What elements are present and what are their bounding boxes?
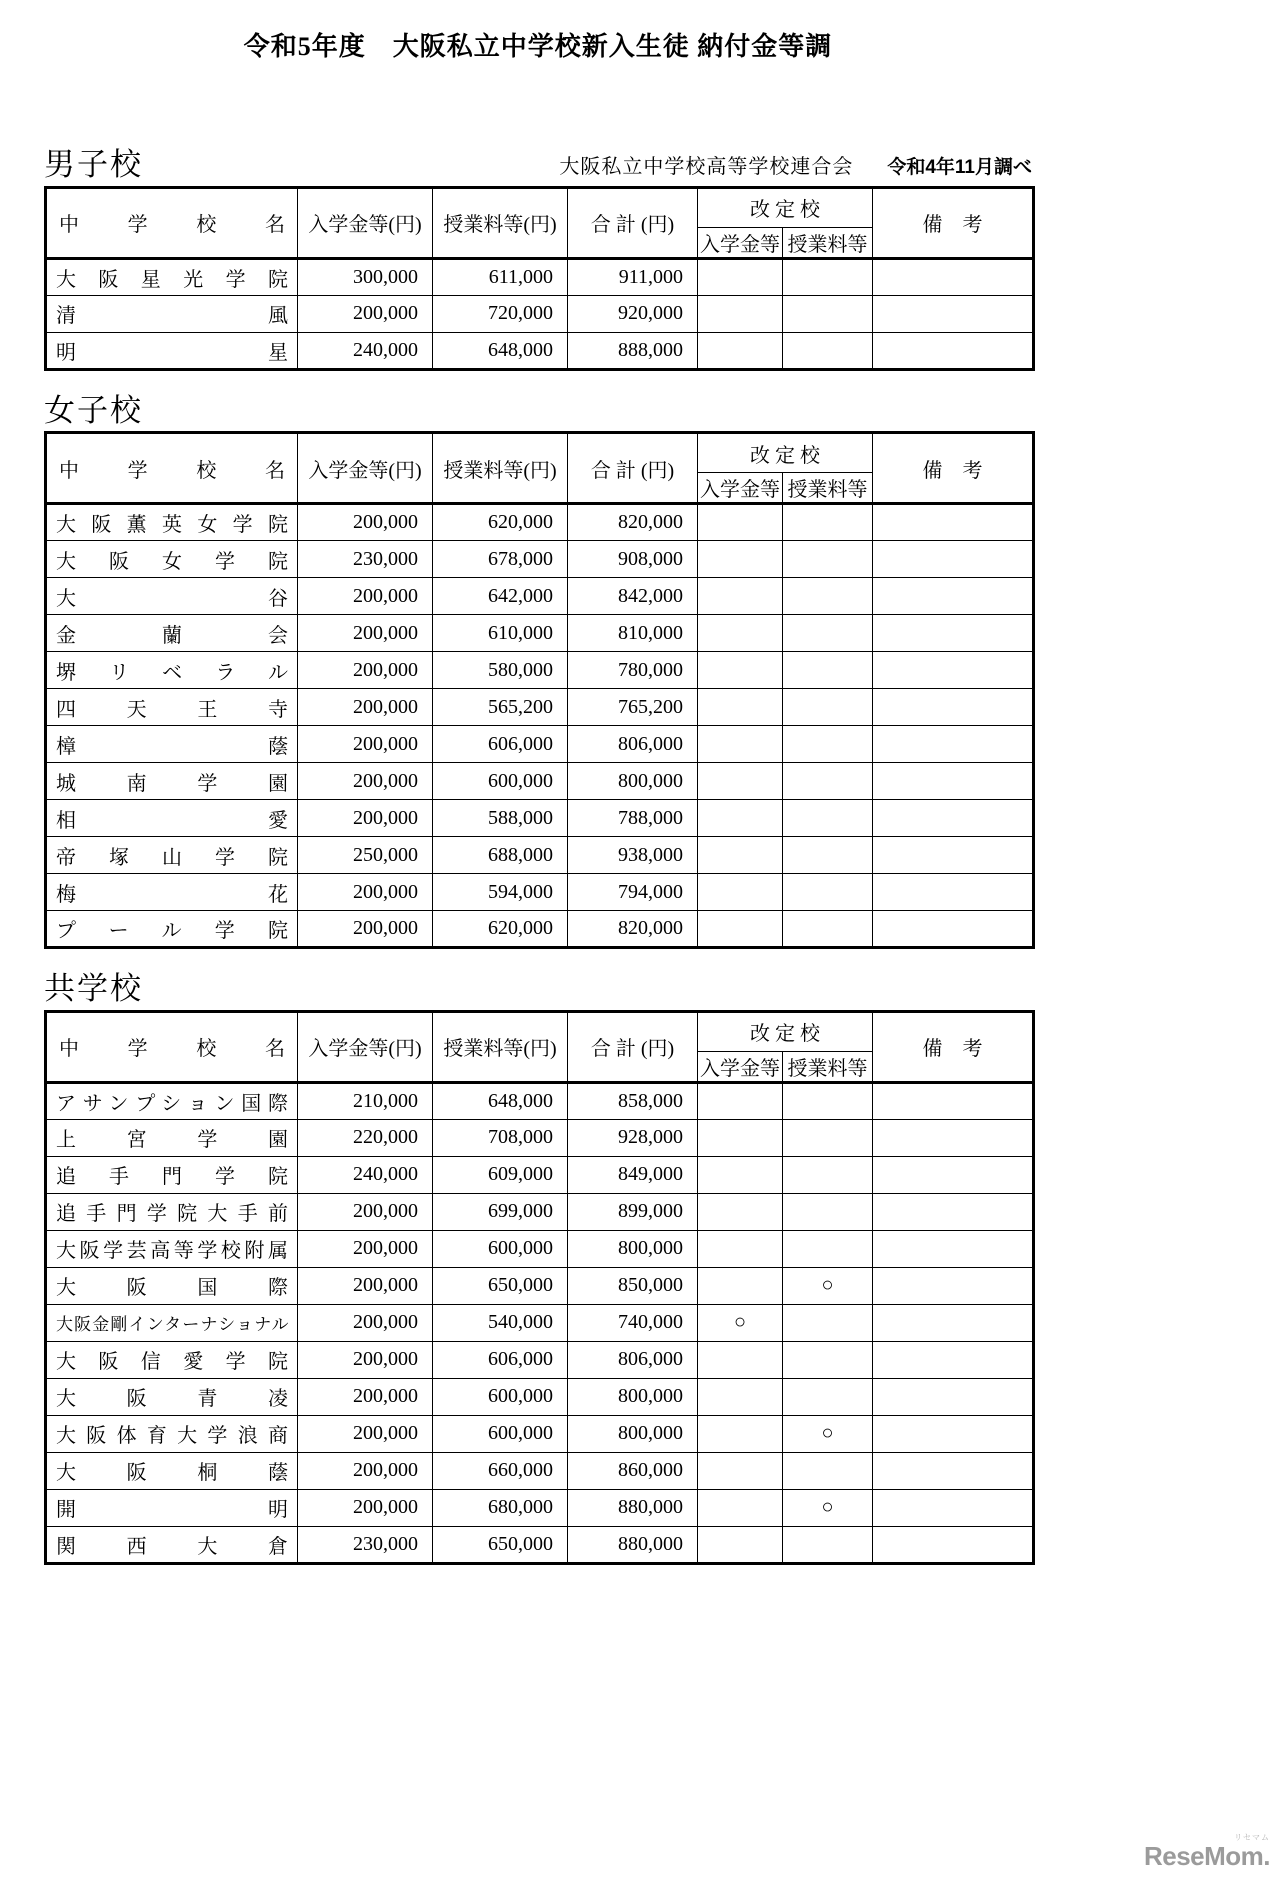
total-fee: 920,000 (568, 295, 698, 332)
revision-tuition-mark (783, 1193, 873, 1230)
remarks (873, 295, 1034, 332)
school-name: 追手門学院 (46, 1156, 298, 1193)
tuition-fee: 650,000 (433, 1526, 568, 1563)
tuition-fee: 594,000 (433, 874, 568, 911)
col-header-admission-fee: 入学金等(円) (298, 187, 433, 258)
school-row (46, 837, 1034, 874)
col-header-school-name: 中学校名 (46, 187, 298, 258)
section-header-coed (44, 971, 1032, 1007)
col-header-remarks: 備 考 (873, 1011, 1034, 1082)
tuition-fee: 600,000 (433, 1230, 568, 1267)
tuition-fee: 588,000 (433, 800, 568, 837)
tuition-fee: 565,200 (433, 689, 568, 726)
remarks (873, 1341, 1034, 1378)
table-head (46, 433, 1034, 504)
remarks (873, 1267, 1034, 1304)
revision-tuition-mark (783, 1230, 873, 1267)
revision-admission-mark (698, 652, 783, 689)
admission-fee: 230,000 (298, 1526, 433, 1563)
col-header-tuition-fee: 授業料等(円) (433, 433, 568, 504)
table-head (46, 1011, 1034, 1082)
school-row (46, 1193, 1034, 1230)
revision-tuition-mark (783, 726, 873, 763)
revision-admission-mark (698, 1267, 783, 1304)
revision-admission-mark (698, 874, 783, 911)
revision-tuition-mark: ○ (783, 1267, 873, 1304)
admission-fee: 200,000 (298, 652, 433, 689)
revision-admission-mark (698, 504, 783, 541)
col-header-revision-tuition: 授業料等 (783, 227, 873, 258)
revision-tuition-mark (783, 800, 873, 837)
col-header-remarks: 備 考 (873, 433, 1034, 504)
tuition-fee: 580,000 (433, 652, 568, 689)
revision-tuition-mark (783, 504, 873, 541)
revision-admission-mark (698, 911, 783, 948)
school-row (46, 1415, 1034, 1452)
total-fee: 850,000 (568, 1267, 698, 1304)
revision-admission-mark (698, 578, 783, 615)
revision-admission-mark (698, 689, 783, 726)
admission-fee: 210,000 (298, 1082, 433, 1119)
school-name: 梅花 (46, 874, 298, 911)
watermark-kana-label: リセマム (1234, 1833, 1270, 1842)
school-row (46, 800, 1034, 837)
school-name: 清風 (46, 295, 298, 332)
tuition-fee: 540,000 (433, 1304, 568, 1341)
revision-tuition-mark (783, 541, 873, 578)
remarks (873, 1489, 1034, 1526)
revision-tuition-mark (783, 911, 873, 948)
school-name: プール学院 (46, 911, 298, 948)
remarks (873, 874, 1034, 911)
total-fee: 740,000 (568, 1304, 698, 1341)
col-header-revision-tuition: 授業料等 (783, 473, 873, 504)
total-fee: 908,000 (568, 541, 698, 578)
admission-fee: 200,000 (298, 800, 433, 837)
admission-fee: 200,000 (298, 295, 433, 332)
remarks (873, 258, 1034, 295)
admission-fee: 200,000 (298, 1452, 433, 1489)
school-name: 樟蔭 (46, 726, 298, 763)
revision-admission-mark (698, 763, 783, 800)
col-header-remarks: 備 考 (873, 187, 1034, 258)
admission-fee: 200,000 (298, 911, 433, 948)
remarks (873, 1156, 1034, 1193)
remarks (873, 1230, 1034, 1267)
school-name: 上宮学園 (46, 1119, 298, 1156)
admission-fee: 200,000 (298, 1267, 433, 1304)
admission-fee: 200,000 (298, 578, 433, 615)
total-fee: 820,000 (568, 504, 698, 541)
total-fee: 899,000 (568, 1193, 698, 1230)
total-fee: 780,000 (568, 652, 698, 689)
remarks (873, 615, 1034, 652)
revision-tuition-mark (783, 1452, 873, 1489)
col-header-revision-tuition: 授業料等 (783, 1051, 873, 1082)
section-header-girls (44, 393, 1032, 429)
remarks (873, 1304, 1034, 1341)
admission-fee: 200,000 (298, 1193, 433, 1230)
school-name: 堺リベラル (46, 652, 298, 689)
section-coed (44, 971, 1032, 1565)
tuition-fee: 660,000 (433, 1452, 568, 1489)
col-header-total: 合 計 (円) (568, 433, 698, 504)
admission-fee: 200,000 (298, 1378, 433, 1415)
school-name: 相愛 (46, 800, 298, 837)
revision-tuition-mark (783, 1526, 873, 1563)
school-name: 明星 (46, 332, 298, 369)
remarks (873, 1526, 1034, 1563)
tuition-fee: 600,000 (433, 1378, 568, 1415)
school-name: 大阪信愛学院 (46, 1341, 298, 1378)
total-fee: 928,000 (568, 1119, 698, 1156)
tuition-fee: 600,000 (433, 763, 568, 800)
col-header-revision: 改 定 校 (698, 187, 873, 227)
fee-table-boys (44, 186, 1035, 371)
tuition-fee: 720,000 (433, 295, 568, 332)
revision-admission-mark (698, 1489, 783, 1526)
revision-tuition-mark (783, 1304, 873, 1341)
school-row (46, 1267, 1034, 1304)
col-header-total: 合 計 (円) (568, 1011, 698, 1082)
section-heading-coed: 共学校 (44, 971, 143, 1007)
total-fee: 810,000 (568, 615, 698, 652)
revision-tuition-mark (783, 1341, 873, 1378)
total-fee: 800,000 (568, 763, 698, 800)
col-header-admission-fee: 入学金等(円) (298, 1011, 433, 1082)
col-header-revision-admission: 入学金等 (698, 227, 783, 258)
tuition-fee: 678,000 (433, 541, 568, 578)
table-body (46, 504, 1034, 948)
tuition-fee: 610,000 (433, 615, 568, 652)
remarks (873, 652, 1034, 689)
revision-admission-mark (698, 541, 783, 578)
revision-admission-mark (698, 258, 783, 295)
school-row (46, 332, 1034, 369)
tuition-fee: 650,000 (433, 1267, 568, 1304)
revision-tuition-mark (783, 578, 873, 615)
col-header-revision: 改 定 校 (698, 1011, 873, 1051)
remarks (873, 800, 1034, 837)
total-fee: 800,000 (568, 1378, 698, 1415)
admission-fee: 230,000 (298, 541, 433, 578)
revision-admission-mark (698, 800, 783, 837)
tuition-fee: 611,000 (433, 258, 568, 295)
remarks (873, 332, 1034, 369)
revision-tuition-mark: ○ (783, 1415, 873, 1452)
total-fee: 911,000 (568, 258, 698, 295)
remarks (873, 1119, 1034, 1156)
school-name: 大阪金剛インターナショナル (46, 1304, 298, 1341)
remarks (873, 1452, 1034, 1489)
school-row (46, 1156, 1034, 1193)
total-fee: 849,000 (568, 1156, 698, 1193)
tuition-fee: 680,000 (433, 1489, 568, 1526)
school-row (46, 911, 1034, 948)
school-row (46, 1341, 1034, 1378)
revision-tuition-mark: ○ (783, 1489, 873, 1526)
total-fee: 880,000 (568, 1489, 698, 1526)
total-fee: 820,000 (568, 911, 698, 948)
school-name: 関西大倉 (46, 1526, 298, 1563)
school-name: 金蘭会 (46, 615, 298, 652)
revision-tuition-mark (783, 1082, 873, 1119)
total-fee: 806,000 (568, 726, 698, 763)
total-fee: 765,200 (568, 689, 698, 726)
col-header-total: 合 計 (円) (568, 187, 698, 258)
revision-tuition-mark (783, 615, 873, 652)
admission-fee: 220,000 (298, 1119, 433, 1156)
page-title: 令和5年度 大阪私立中学校新入生徒 納付金等調 (243, 32, 833, 61)
revision-admission-mark: ○ (698, 1304, 783, 1341)
school-name: 城南学園 (46, 763, 298, 800)
school-row (46, 295, 1034, 332)
col-header-tuition-fee: 授業料等(円) (433, 1011, 568, 1082)
school-row (46, 1082, 1034, 1119)
total-fee: 800,000 (568, 1230, 698, 1267)
section-heading-boys: 男子校 (44, 147, 143, 182)
school-name: 大阪薫英女学院 (46, 504, 298, 541)
revision-admission-mark (698, 1341, 783, 1378)
revision-tuition-mark (783, 332, 873, 369)
total-fee: 800,000 (568, 1415, 698, 1452)
revision-tuition-mark (783, 1119, 873, 1156)
school-row (46, 1230, 1034, 1267)
revision-admission-mark (698, 1119, 783, 1156)
school-name: 四天王寺 (46, 689, 298, 726)
admission-fee: 250,000 (298, 837, 433, 874)
revision-tuition-mark (783, 837, 873, 874)
tuition-fee: 600,000 (433, 1415, 568, 1452)
tuition-fee: 606,000 (433, 726, 568, 763)
admission-fee: 200,000 (298, 504, 433, 541)
table-head (46, 187, 1034, 258)
admission-fee: 300,000 (298, 258, 433, 295)
school-row (46, 874, 1034, 911)
admission-fee: 240,000 (298, 332, 433, 369)
document-page (44, 0, 1032, 1565)
col-header-school-name: 中学校名 (46, 1011, 298, 1082)
section-heading-girls: 女子校 (44, 392, 143, 428)
admission-fee: 200,000 (298, 726, 433, 763)
admission-fee: 200,000 (298, 1415, 433, 1452)
admission-fee: 240,000 (298, 1156, 433, 1193)
section-header-boys (44, 147, 1032, 183)
fee-table-coed (44, 1010, 1035, 1565)
admission-fee: 200,000 (298, 615, 433, 652)
survey-date: 令和4年11月調べ (887, 156, 1032, 178)
revision-admission-mark (698, 1526, 783, 1563)
revision-tuition-mark (783, 763, 873, 800)
remarks (873, 726, 1034, 763)
school-row (46, 1526, 1034, 1563)
school-name: アサンプション国際 (46, 1082, 298, 1119)
revision-tuition-mark (783, 1156, 873, 1193)
tuition-fee: 609,000 (433, 1156, 568, 1193)
school-row (46, 615, 1034, 652)
tuition-fee: 688,000 (433, 837, 568, 874)
section-boys (44, 147, 1032, 371)
tuition-fee: 642,000 (433, 578, 568, 615)
col-header-revision: 改 定 校 (698, 433, 873, 473)
admission-fee: 200,000 (298, 1489, 433, 1526)
school-row (46, 652, 1034, 689)
school-row (46, 258, 1034, 295)
school-name: 帝塚山学院 (46, 837, 298, 874)
school-row (46, 1489, 1034, 1526)
col-header-tuition-fee: 授業料等(円) (433, 187, 568, 258)
col-header-admission-fee: 入学金等(円) (298, 433, 433, 504)
revision-admission-mark (698, 1230, 783, 1267)
revision-admission-mark (698, 1378, 783, 1415)
revision-admission-mark (698, 837, 783, 874)
tuition-fee: 620,000 (433, 911, 568, 948)
col-header-revision-admission: 入学金等 (698, 1051, 783, 1082)
admission-fee: 200,000 (298, 1230, 433, 1267)
revision-tuition-mark (783, 874, 873, 911)
admission-fee: 200,000 (298, 1304, 433, 1341)
tuition-fee: 708,000 (433, 1119, 568, 1156)
revision-tuition-mark (783, 295, 873, 332)
revision-tuition-mark (783, 1378, 873, 1415)
tuition-fee: 699,000 (433, 1193, 568, 1230)
school-name: 開明 (46, 1489, 298, 1526)
total-fee: 794,000 (568, 874, 698, 911)
revision-admission-mark (698, 332, 783, 369)
school-name: 大阪桐蔭 (46, 1452, 298, 1489)
total-fee: 880,000 (568, 1526, 698, 1563)
revision-tuition-mark (783, 689, 873, 726)
total-fee: 788,000 (568, 800, 698, 837)
remarks (873, 1082, 1034, 1119)
school-row (46, 763, 1034, 800)
school-name: 大阪学芸高等学校附属 (46, 1230, 298, 1267)
revision-tuition-mark (783, 258, 873, 295)
admission-fee: 200,000 (298, 874, 433, 911)
remarks (873, 837, 1034, 874)
tuition-fee: 648,000 (433, 1082, 568, 1119)
remarks (873, 1378, 1034, 1415)
tuition-fee: 620,000 (433, 504, 568, 541)
total-fee: 806,000 (568, 1341, 698, 1378)
school-name: 大阪国際 (46, 1267, 298, 1304)
remarks (873, 911, 1034, 948)
revision-admission-mark (698, 615, 783, 652)
fee-table-girls (44, 431, 1035, 949)
resemom-watermark (1144, 1834, 1270, 1869)
school-row (46, 578, 1034, 615)
revision-admission-mark (698, 1082, 783, 1119)
school-name: 追手門学院大手前 (46, 1193, 298, 1230)
tuition-fee: 606,000 (433, 1341, 568, 1378)
revision-admission-mark (698, 726, 783, 763)
table-body (46, 1082, 1034, 1563)
school-name: 大谷 (46, 578, 298, 615)
remarks (873, 763, 1034, 800)
school-name: 大阪体育大学浪商 (46, 1415, 298, 1452)
section-girls (44, 393, 1032, 950)
school-row (46, 504, 1034, 541)
admission-fee: 200,000 (298, 763, 433, 800)
revision-admission-mark (698, 1452, 783, 1489)
school-name: 大阪青凌 (46, 1378, 298, 1415)
tuition-fee: 648,000 (433, 332, 568, 369)
revision-admission-mark (698, 1156, 783, 1193)
total-fee: 842,000 (568, 578, 698, 615)
school-row (46, 541, 1034, 578)
remarks (873, 578, 1034, 615)
revision-admission-mark (698, 1415, 783, 1452)
remarks (873, 1415, 1034, 1452)
revision-admission-mark (698, 1193, 783, 1230)
remarks (873, 541, 1034, 578)
school-row (46, 1452, 1034, 1489)
sections-container (44, 147, 1032, 1565)
school-name: 大阪女学院 (46, 541, 298, 578)
col-header-school-name: 中学校名 (46, 433, 298, 504)
school-row (46, 689, 1034, 726)
col-header-revision-admission: 入学金等 (698, 473, 783, 504)
school-row (46, 1378, 1034, 1415)
total-fee: 858,000 (568, 1082, 698, 1119)
association-name: 大阪私立中学校高等学校連合会 (559, 155, 854, 178)
admission-fee: 200,000 (298, 1341, 433, 1378)
total-fee: 860,000 (568, 1452, 698, 1489)
school-name: 大阪星光学院 (46, 258, 298, 295)
school-row (46, 726, 1034, 763)
revision-tuition-mark (783, 652, 873, 689)
remarks (873, 1193, 1034, 1230)
total-fee: 938,000 (568, 837, 698, 874)
remarks (873, 689, 1034, 726)
remarks (873, 504, 1034, 541)
school-row (46, 1304, 1034, 1341)
revision-admission-mark (698, 295, 783, 332)
admission-fee: 200,000 (298, 689, 433, 726)
total-fee: 888,000 (568, 332, 698, 369)
table-body (46, 258, 1034, 369)
watermark-brand-label: ReseMom. (1143, 1841, 1270, 1871)
school-row (46, 1119, 1034, 1156)
